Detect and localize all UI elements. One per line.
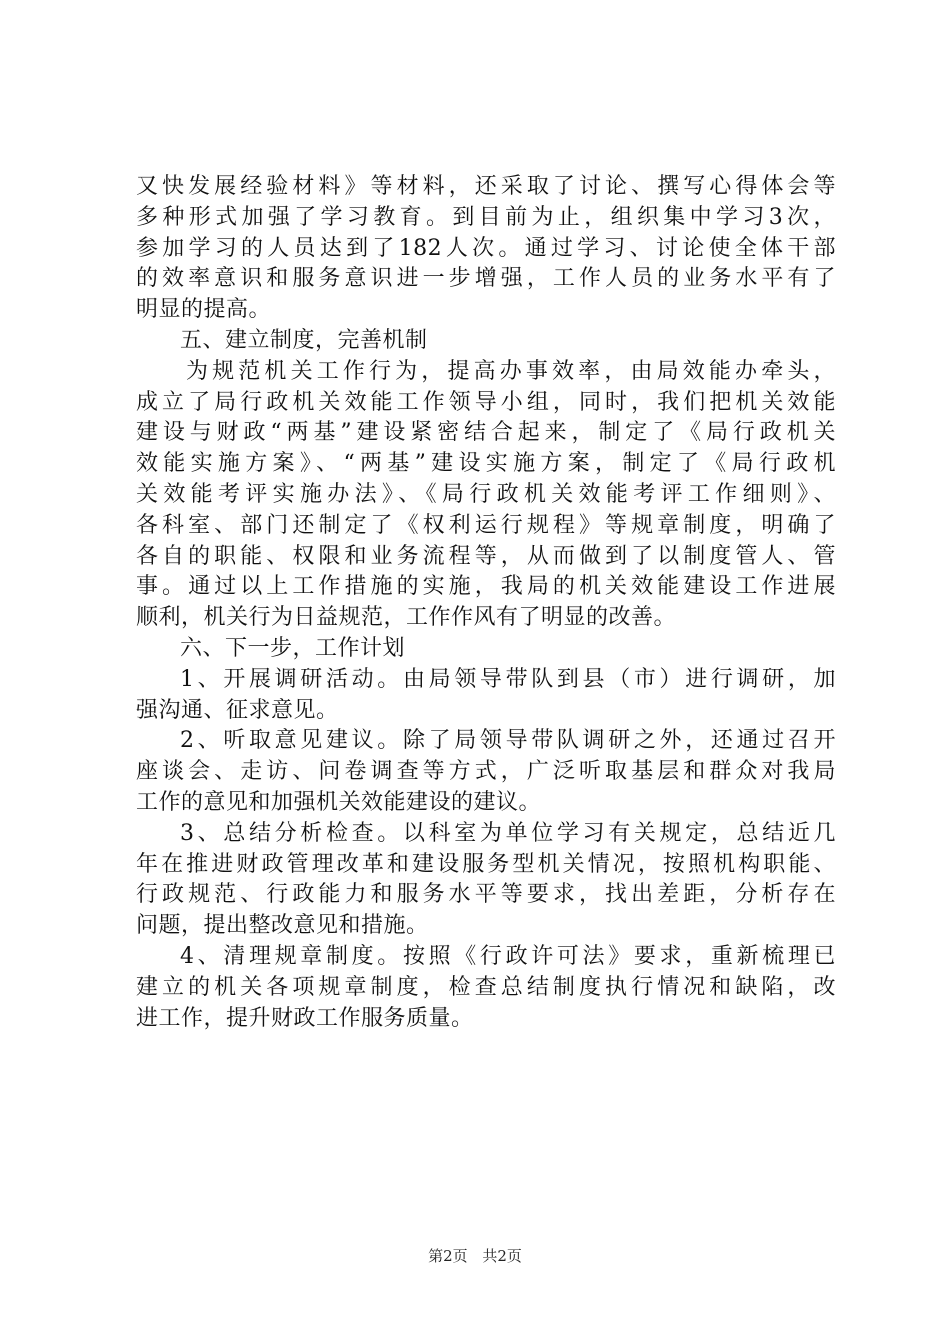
text-line: 3、总结分析检查。以科室为单位学习有关规定，总结近几	[180, 820, 836, 846]
text-line: 座谈会、走访、问卷调查等方式，广泛听取基层和群众对我局	[136, 759, 836, 785]
text-line: 2、听取意见建议。除了局领导带队调研之外，还通过召开	[180, 728, 836, 754]
text-line: 强沟通、征求意见。	[136, 697, 339, 723]
text-line: 工作的意见和加强机关效能建设的建议。	[136, 789, 542, 815]
text-line: 六、下一步，工作计划	[180, 635, 406, 661]
text-line: 问题，提出整改意见和措施。	[136, 913, 429, 939]
text-line: 事。通过以上工作措施的实施，我局的机关效能建设工作进展	[136, 574, 836, 600]
text-line: 又快发展经验材料》等材料，还采取了讨论、撰写心得体会等	[136, 174, 836, 199]
text-line: 4、清理规章制度。按照《行政许可法》要求，重新梳理已	[180, 943, 836, 969]
text-line: 的效率意识和服务意识进一步增强，工作人员的业务水平有了	[136, 266, 836, 292]
text-line: 各自的职能、权限和业务流程等，从而做到了以制度管人、管	[136, 543, 836, 569]
text-line: 建设与财政“两基”建设紧密结合起来，制定了《局行政机关	[136, 420, 836, 446]
text-line: 进工作，提升财政工作服务质量。	[136, 1005, 474, 1031]
page-footer	[0, 1246, 950, 1266]
page-number: 第2页	[428, 1247, 468, 1265]
text-line: 建立的机关各项规章制度，检查总结制度执行情况和缺陷，改	[136, 974, 836, 1000]
text-line: 行政规范、行政能力和服务水平等要求，找出差距，分析存在	[136, 882, 836, 908]
text-line: 年在推进财政管理改革和建设服务型机关情况，按照机构职能、	[136, 851, 836, 877]
page-total: 共2页	[482, 1247, 522, 1265]
text-line: 为规范机关工作行为，提高办事效率，由局效能办牵头，	[186, 358, 836, 384]
text-line: 多种形式加强了学习教育。到目前为止，组织集中学习3次，	[136, 204, 836, 230]
text-line: 1、开展调研活动。由局领导带队到县（市）进行调研，加	[180, 666, 836, 692]
document-body	[136, 172, 836, 1034]
text-line: 顺利，机关行为日益规范，工作作风有了明显的改善。	[136, 605, 677, 631]
text-line: 成立了局行政机关效能工作领导小组，同时，我们把机关效能	[136, 389, 836, 415]
text-line: 关效能考评实施办法》、《局行政机关效能考评工作细则》、	[136, 481, 836, 507]
text-line: 明显的提高。	[136, 297, 272, 323]
text-line: 各科室、部门还制定了《权利运行规程》等规章制度，明确了	[136, 512, 836, 538]
text-line: 参加学习的人员达到了182人次。通过学习、讨论使全体干部	[136, 235, 836, 261]
text-line: 效能实施方案》、“两基”建设实施方案，制定了《局行政机	[136, 451, 836, 477]
text-line: 五、建立制度，完善机制	[180, 327, 428, 353]
